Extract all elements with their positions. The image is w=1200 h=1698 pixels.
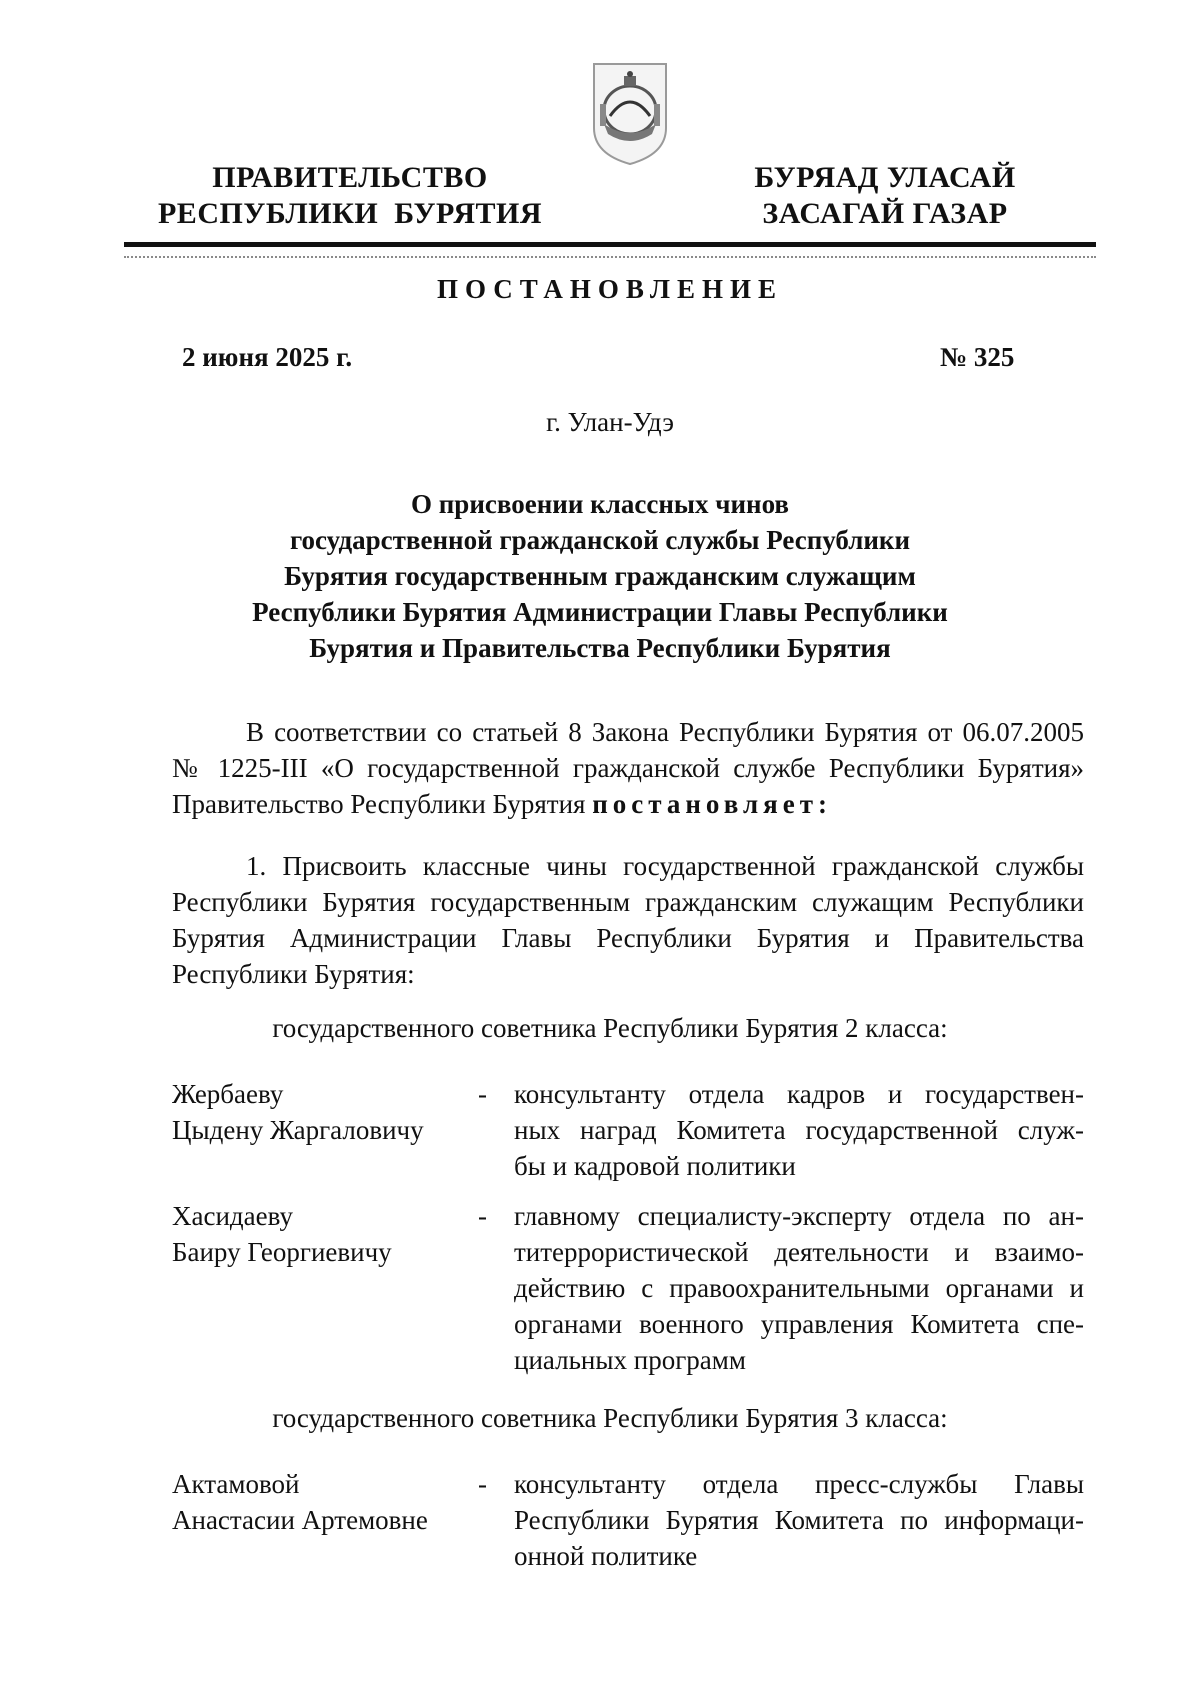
header-right <box>720 160 1050 232</box>
entry-dash: - <box>478 1201 487 1231</box>
header-left <box>150 160 550 232</box>
subject-line: государственной гражданской службы Республики <box>289 525 911 555</box>
coat-of-arms-icon <box>588 58 672 168</box>
document-type-title: ПОСТАНОВЛЕНИЕ <box>436 274 784 304</box>
person-surname: Актамовой <box>172 1469 300 1499</box>
person-name <box>172 1466 462 1538</box>
subject-line: О присвоении классных чинов <box>411 489 789 519</box>
preamble-text: В соответствии со статьей 8 Закона Республики Бурятия от 06.07.2005 № 1225-III «О государственной гражданской службе Республики Бурятия» Правительство Республики Бурятия <box>172 717 1084 819</box>
person-name <box>172 1076 462 1148</box>
position-line: действию с правоохранительными органами и <box>514 1273 1084 1303</box>
rank-heading-3: государственного советника Республики Бурятия 3 класса: <box>272 1403 948 1433</box>
entry-dash: - <box>478 1079 487 1109</box>
subject-line: Бурятия и Правительства Республики Бурятия <box>309 633 891 663</box>
person-position <box>514 1076 1084 1184</box>
position-line: бы и кадровой политики <box>514 1151 796 1181</box>
person-surname: Жербаеву <box>172 1079 284 1109</box>
rank-heading-2: государственного советника Республики Бурятия 2 класса: <box>272 1013 948 1043</box>
header-divider-thin <box>124 256 1096 258</box>
header-divider-thick <box>124 242 1096 247</box>
clause-1-text: 1. Присвоить классные чины государственной гражданской службы Республики Бурятия государственным гражданским служащим Республики Бурятия Администрации Главы Республики Бурятия и Правительства Республики Бурятия: <box>172 851 1084 989</box>
person-given-name: Анастасии Артемовне <box>172 1505 428 1535</box>
clause-1-paragraph <box>172 848 1084 992</box>
document-number: № 325 <box>940 342 1015 372</box>
position-line: циальных программ <box>514 1345 746 1375</box>
document-date: 2 июня 2025 г. <box>182 342 353 372</box>
position-line: органами военного управления Комитета спе- <box>514 1309 1084 1339</box>
position-line: консультанту отдела кадров и государствен- <box>514 1079 1084 1109</box>
person-given-name: Баиру Георгиевичу <box>172 1237 392 1267</box>
subject-line: Бурятия государственным гражданским служащим <box>284 561 916 591</box>
position-line: главному специалисту-эксперту отдела по ан- <box>514 1201 1084 1231</box>
document-city: г. Улан-Удэ <box>546 407 674 437</box>
position-line: титеррористической деятельности и взаимо- <box>514 1237 1084 1267</box>
header-right-line2: ЗАСАГАЙ ГАЗАР <box>762 197 1008 230</box>
subject-line: Республики Бурятия Администрации Главы Республики <box>252 597 948 627</box>
header-right-line1: БУРЯАД УЛАСАЙ <box>754 161 1016 194</box>
position-line: ных наград Комитета государственной служ- <box>514 1115 1084 1145</box>
header-left-line1: ПРАВИТЕЛЬСТВО <box>212 161 488 194</box>
position-line: Республики Бурятия Комитета по информаци- <box>514 1505 1084 1535</box>
preamble-paragraph <box>172 714 1084 822</box>
person-name <box>172 1198 462 1270</box>
person-position <box>514 1198 1084 1378</box>
person-position <box>514 1466 1084 1574</box>
person-given-name: Цыдену Жаргаловичу <box>172 1115 424 1145</box>
entry-dash: - <box>478 1469 487 1499</box>
header-left-line2: РЕСПУБЛИКИ БУРЯТИЯ <box>157 197 543 230</box>
position-line: онной политике <box>514 1541 698 1571</box>
person-surname: Хасидаеву <box>172 1201 293 1231</box>
preamble-decree: постановляет: <box>592 789 832 819</box>
position-line: консультанту отдела пресс-службы Главы <box>514 1469 1084 1499</box>
document-subject <box>200 486 1000 666</box>
